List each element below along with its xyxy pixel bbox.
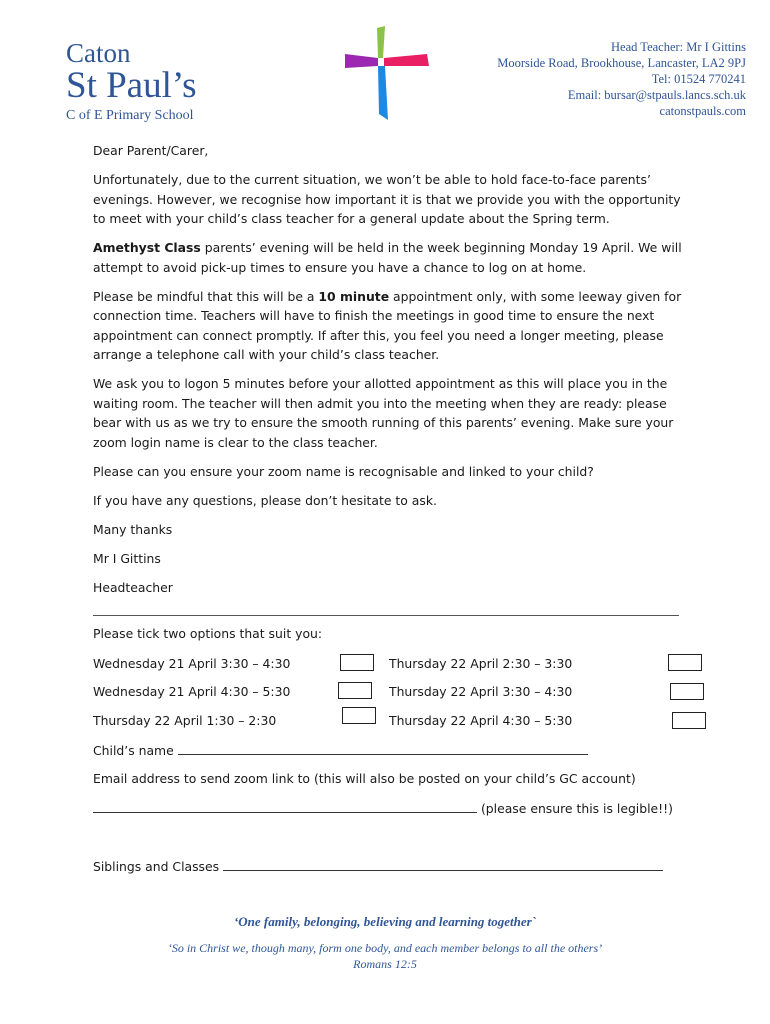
cross-left-arm [345,54,378,68]
paragraph-6: If you have any questions, please don’t hesitate to ask. [93,492,437,508]
tick-prompt: Please tick two options that suit you: [93,626,323,641]
logo-line-caton: Caton [66,38,131,68]
bible-verse [0,940,770,972]
school-logo [66,38,197,126]
option-checkbox-thu-2[interactable] [670,683,704,700]
child-name-field [93,742,588,759]
option-checkbox-thu-early[interactable] [342,707,376,724]
verse-text: ‘So in Christ we, though many, form one body, and each member belongs to all the others’ [167,941,603,955]
siblings-field [93,858,663,875]
email-line[interactable] [93,800,477,813]
closing: Many thanks [93,521,173,537]
tear-off-divider [93,615,679,616]
greeting: Dear Parent/Carer, [93,143,209,158]
contact-head-teacher: Head Teacher: Mr I Gittins [611,40,746,54]
option-checkbox-wed-1[interactable] [340,654,374,671]
option-label-thu-2: Thursday 22 April 3:30 – 4:30 [389,684,573,699]
siblings-label: Siblings and Classes [93,859,220,874]
verse-reference: Romans 12:5 [353,957,417,971]
school-motto: ‘One family, belonging, believing and learning together` [233,914,537,929]
cross-right-arm [384,54,429,66]
cross-top-arm [377,26,385,58]
option-checkbox-thu-3[interactable] [672,712,706,729]
contact-email[interactable]: Email: bursar@stpauls.lancs.sch.uk [567,88,746,102]
child-name-label: Child’s name [93,743,174,758]
class-name: Amethyst Class [93,240,201,255]
cross-bottom-arm [378,66,388,120]
email-note: (please ensure this is legible!!) [480,801,673,816]
letter-body [93,141,683,607]
logo-line-school-type: C of E Primary School [66,108,194,123]
logo-line-st-pauls: St Paul’s [66,65,197,106]
paragraph-3: Please be mindful that this will be a 10 minute appointment only, with some leeway given for connection time. Teachers will have to finish the meetings in good time to ensure the next appointment can connect promptly. If after this, you feel you need a longer meeting, please arrange a telephone call with your child’s class teacher. [93,288,682,362]
option-label-wed-2: Wednesday 21 April 4:30 – 5:30 [93,684,291,699]
paragraph-5: Please can you ensure your zoom name is recognisable and linked to your child? [93,463,594,479]
cross-icon [345,26,429,120]
siblings-line[interactable] [223,858,663,871]
email-field [93,800,673,817]
option-label-thu-early: Thursday 22 April 1:30 – 2:30 [93,713,277,728]
duration-bold: 10 minute [318,288,390,304]
child-name-line[interactable] [178,742,588,755]
option-checkbox-thu-1[interactable] [668,654,702,671]
option-label-thu-1: Thursday 22 April 2:30 – 3:30 [389,656,573,671]
contact-phone: Tel: 01524 770241 [651,72,746,86]
contact-address: Moorside Road, Brookhouse, Lancaster, LA2 9PJ [497,56,746,70]
option-checkbox-wed-2[interactable] [338,682,372,699]
option-label-wed-1: Wednesday 21 April 3:30 – 4:30 [93,656,291,671]
option-label-thu-3: Thursday 22 April 4:30 – 5:30 [389,713,573,728]
signature: Mr I Gittins [93,550,161,566]
paragraph-4: We ask you to logon 5 minutes before your allotted appointment as this will place you in the waiting room. The teacher will then admit you into the meeting when they are ready: please bear with us as we try to ensure the smooth running of this parents’ evening. Make sure your zoom login name is clear to the class teacher. [93,376,674,450]
email-label: Email address to send zoom link to (this will also be posted on your child’s GC account) [93,771,636,786]
paragraph-2: Amethyst Class parents’ evening will be held in the week beginning Monday 19 April. We will attempt to avoid pick-up times to ensure you have a chance to log on at home. [93,240,682,275]
contact-website[interactable]: catonstpauls.com [659,104,746,118]
role: Headteacher [93,579,173,595]
contact-block [497,39,746,119]
paragraph-1: Unfortunately, due to the current situation, we won’t be able to hold face-to-face parents’ evenings. However, we recognise how important it is that we provide you with the opportunity to meet with your child’s class teacher for a general update about the Spring term. [93,172,681,226]
